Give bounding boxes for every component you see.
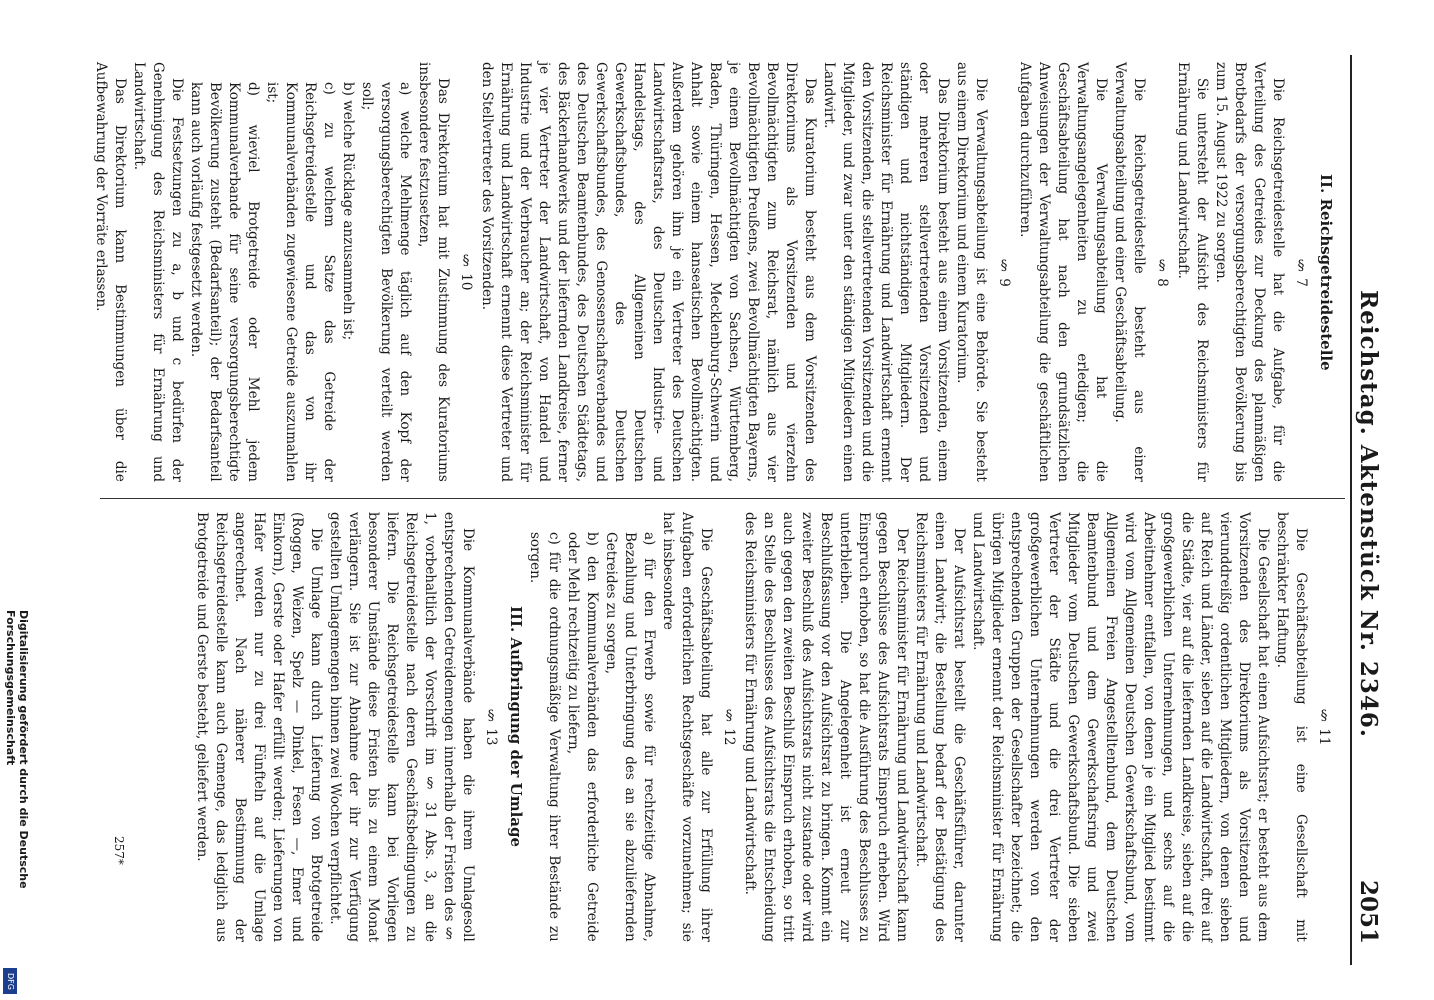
section-heading-ii: II. Reichsgetreidestelle xyxy=(1317,173,1335,371)
paragraph-8-text: Die Verwaltungsabteilung hat die Verwaltungsangelegenheiten zu erledigen; die Geschäftsabteilung hat nach den grundsätzlichen Anweisungen der Verwaltungsabteilung die geschäftlichen Aufgaben durchzuführen. xyxy=(1017,62,1109,482)
paragraph-8-text: Die Reichsgetreidestelle besteht aus einer Verwaltungsabteilung und einer Geschäftsabteilung. xyxy=(1112,62,1147,482)
paragraph-10-text: Das Direktorium hat mit Zustimmung des Kuratoriums insbesondere festzusetzen, xyxy=(416,62,451,482)
paragraph-10-item-a: a) welche Mehlmenge täglich auf den Kopf der versorgungsberechtigten Bevölkerung verteilt werden soll; xyxy=(359,82,413,482)
sheet-number: 257* xyxy=(112,836,126,865)
left-column xyxy=(93,62,1335,482)
paragraph-11-text: Die Geschäftsabteilung ist eine Gesellschaft mit beschränkter Haftung. xyxy=(1274,512,1309,942)
column-divider xyxy=(100,498,1345,499)
paragraph-9-text: Die Verwaltungsabteilung ist eine Behörde. Sie besteht aus einem Direktorium und einem Kuratorium. xyxy=(954,62,989,482)
paragraph-11-label: § 11 xyxy=(1316,708,1332,746)
paragraph-12-text: Die Geschäftsabteilung hat alle zur Erfüllung ihrer Aufgaben erforderlichen Rechtsgeschäfte vorzunehmen; sie hat insbesondere xyxy=(660,512,714,942)
page-header-title: Reichstag. Aktenstück Nr. 2346. xyxy=(1355,290,1382,738)
paragraph-13-text: Die Kommunalverbände haben die ihrem Umlagesoll entsprechenden Getreidemengen innerhalb der Fristen des § 1, vorbehaltlich der Vorschrift im § 31 Abs. 3, an die Reichsgetreidestelle nach deren Geschäftsbedingungen zu liefern. Die Reichsgetreidestelle kann bei Vorliegen besonderer Umstände diese Fristen bis zu einem Monat verlängern. Sie ist zur Abnahme der ihr zur Verfügung gestellten Umlagemengen binnen zwei Wochen verpflichtet. xyxy=(327,512,476,942)
paragraph-10-item-c: c) zu welchem Satze das Getreide der Reichsgetreidestelle und das von ihr Kommunalverbänden zugewiesene Getreide auszumahlen ist; xyxy=(264,82,337,482)
right-column xyxy=(100,512,1335,942)
paragraph-10-text: Die Festsetzungen zu a, b und c bedürfen der Genehmigung des Reichsministers für Ernährung und Landwirtschaft. xyxy=(131,62,185,482)
paragraph-12-label: § 12 xyxy=(721,708,737,746)
paragraph-8-label: § 8 xyxy=(1154,257,1170,287)
header-rule xyxy=(1350,55,1352,965)
paragraph-10-item-b: b) welche Rücklage anzusammeln ist; xyxy=(340,82,356,341)
paragraph-11-text: Der Aufsichtsrat bestellt die Geschäftsführer, darunter einen Landwirt; die Bestellung bedarf der Bestätigung des Reichsministers für Ernährung und Landwirtschaft. xyxy=(913,512,967,942)
paragraph-9-text: Das Kuratorium besteht aus dem Vorsitzenden des Direktoriums als Vorsitzenden und vierzehn Bevollmächtigten zum Reichsrat, nämlich aus vier Bevollmächtigten Preußens, zwei Bevollmächtigten Bayerns, je einem Bevollmächtigten von Sachsen, Württemberg, Baden, Thüringen, Hessen, Mecklenburg-Schwerin und Anhalt sowie einem hanseatischen Bevollmächtigten. Außerdem gehören ihm je ein Vertreter des Deutschen Landwirtschaftsrats, des Deutschen Industrie- und Handelstags, des Allgemeinen Deutschen Gewerkschaftsbundes, des Deutschen Gewerkschaftsbundes, des Genossenschaftsverbandes und des Deutschen Beamtenbundes, des Deutschen Städtetags, des Bäckerhandwerks und der liefernden Landkreise, ferner je vier Vertreter der Landwirtschaft, von Handel und Industrie und der Verbraucher an; der Reichsminister für Ernährung und Landwirtschaft ernennt diese Vertreter und den Stellvertreter des Vorsitzenden. xyxy=(479,62,818,482)
paragraph-11-text: Die Gesellschaft hat einen Aufsichtsrat; er besteht aus dem Vorsitzenden des Direktoriums als Vorsitzenden und vierunddreißig ordentlichen Mitgliedern, von denen sieben auf Reich und Länder, sieben auf die Landwirtschaft, drei auf die Städte, vier auf die liefernden Landkreise, sieben auf die großgewerblichen Unternehmungen, und sechs auf die Arbeitnehmer entfallen, von denen je ein Mitglied bestimmt wird vom Allgemeinen Deutschen Gewerkschaftsbund, vom Allgemeinen Freien Angestelltenbund, dem Deutschen Beamtenbund und dem Gewerkschaftsring und zwei Mitglieder vom Deutschen Gewerkschaftsbund. Die sieben Vertreter der Städte und die drei Vertreter der großgewerblichen Unternehmungen werden von den entsprechenden Gruppen der Gesellschafter bezeichnet; die übrigen Mitglieder ernennt der Reichsminister für Ernährung und Landwirtschaft. xyxy=(970,512,1271,942)
paragraph-10-text: Das Direktorium kann Bestimmungen über die Aufbewahrung der Vorräte erlassen. xyxy=(93,62,128,482)
paragraph-12-item-c: c) für die ordnungsmäßige Verwaltung ihrer Bestände zu sorgen. xyxy=(527,532,562,942)
paragraph-9-text: Das Direktorium besteht aus einem Vorsitzenden, einem oder mehreren stellvertretenden Vorsitzenden und ständigen und nichtständigen Mitgliedern. Der Reichsminister für Ernährung und Landwirtschaft ernennt den Vorsitzenden, die stellvertretenden Vorsitzenden und die Mitglieder, und zwar unter den ständigen Mitgliedern einen Landwirt. xyxy=(821,62,951,482)
digitization-credit: Digitalisierung gefördert durch die Deutsche Forschungsgemeinschaft xyxy=(4,610,30,889)
paragraph-10-label: § 10 xyxy=(458,253,474,291)
paragraph-10-item-d: d) wieviel Brotgetreide oder Mehl jedem Kommunalverbande für seine versorgungsberechtigte Bevölkerung zusteht (Bedarfsanteil); der Bedarfsanteil kann auch vorläufig festgesetzt werden. xyxy=(188,82,261,482)
paragraph-12-item-b: b) den Kommunalverbänden das erforderliche Getreide oder Mehl rechtzeitig zu liefern, xyxy=(565,532,600,942)
paragraph-7-text: Die Reichsgetreidestelle hat die Aufgabe, für die Verteilung des Getreides zur Deckung des planmäßigen Brotbedarfs der versorgungsberechtigten Bevölkerung bis zum 15. August 1922 zu sorgen. xyxy=(1213,62,1286,482)
paragraph-11-text: Der Reichsminister für Ernährung und Landwirtschaft kann gegen Beschlüsse des Aufsichtsrats Einspruch erheben. Wird Einspruch erhoben, so hat die Ausführung des Beschlusses zu unterbleiben. Die Angelegenheit ist erneut zur Beschlußfassung vor den Aufsichtsrat zu bringen. Kommt ein zweiter Beschluß des Aufsichtsrats nicht zustande oder wird auch gegen den zweiten Beschluß Einspruch erhoben, so tritt an Stelle des Beschlusses des Aufsichtsrats die Entscheidung des Reichsministers für Ernährung und Landwirtschaft. xyxy=(742,512,910,942)
paragraph-12-item-a: a) für den Erwerb sowie für rechtzeitige Abnahme, Bezahlung und Unterbringung des an sie abzuliefernden Getreides zu sorgen, xyxy=(603,532,657,942)
paragraph-7-label: § 7 xyxy=(1293,257,1309,287)
paragraph-9-label: § 9 xyxy=(996,257,1012,287)
paragraph-13-text: Die Umlage kann durch Lieferung von Brotgetreide (Roggen, Weizen, Spelz — Dinkel, Fesen —, Emer und Einkorn), Gerste oder Hafer erfüllt werden; Lieferungen von Hafer werden nur zu drei Fünfteln auf die Umlage angerechnet. Nach näherer Bestimmung der Reichsgetreidestelle kann auch Gemenge, das lediglich aus Brotgetreide und Gerste besteht, geliefert werden. xyxy=(194,512,324,942)
paragraph-13-label: § 13 xyxy=(483,708,499,746)
dfg-logo: DFG xyxy=(3,968,17,994)
section-heading-iii: III. Aufbringung der Umlage xyxy=(507,606,525,848)
page-number: 2051 xyxy=(1355,880,1382,945)
paragraph-7-text: Sie untersteht der Aufsicht des Reichsministers für Ernährung und Landwirtschaft. xyxy=(1175,62,1210,482)
